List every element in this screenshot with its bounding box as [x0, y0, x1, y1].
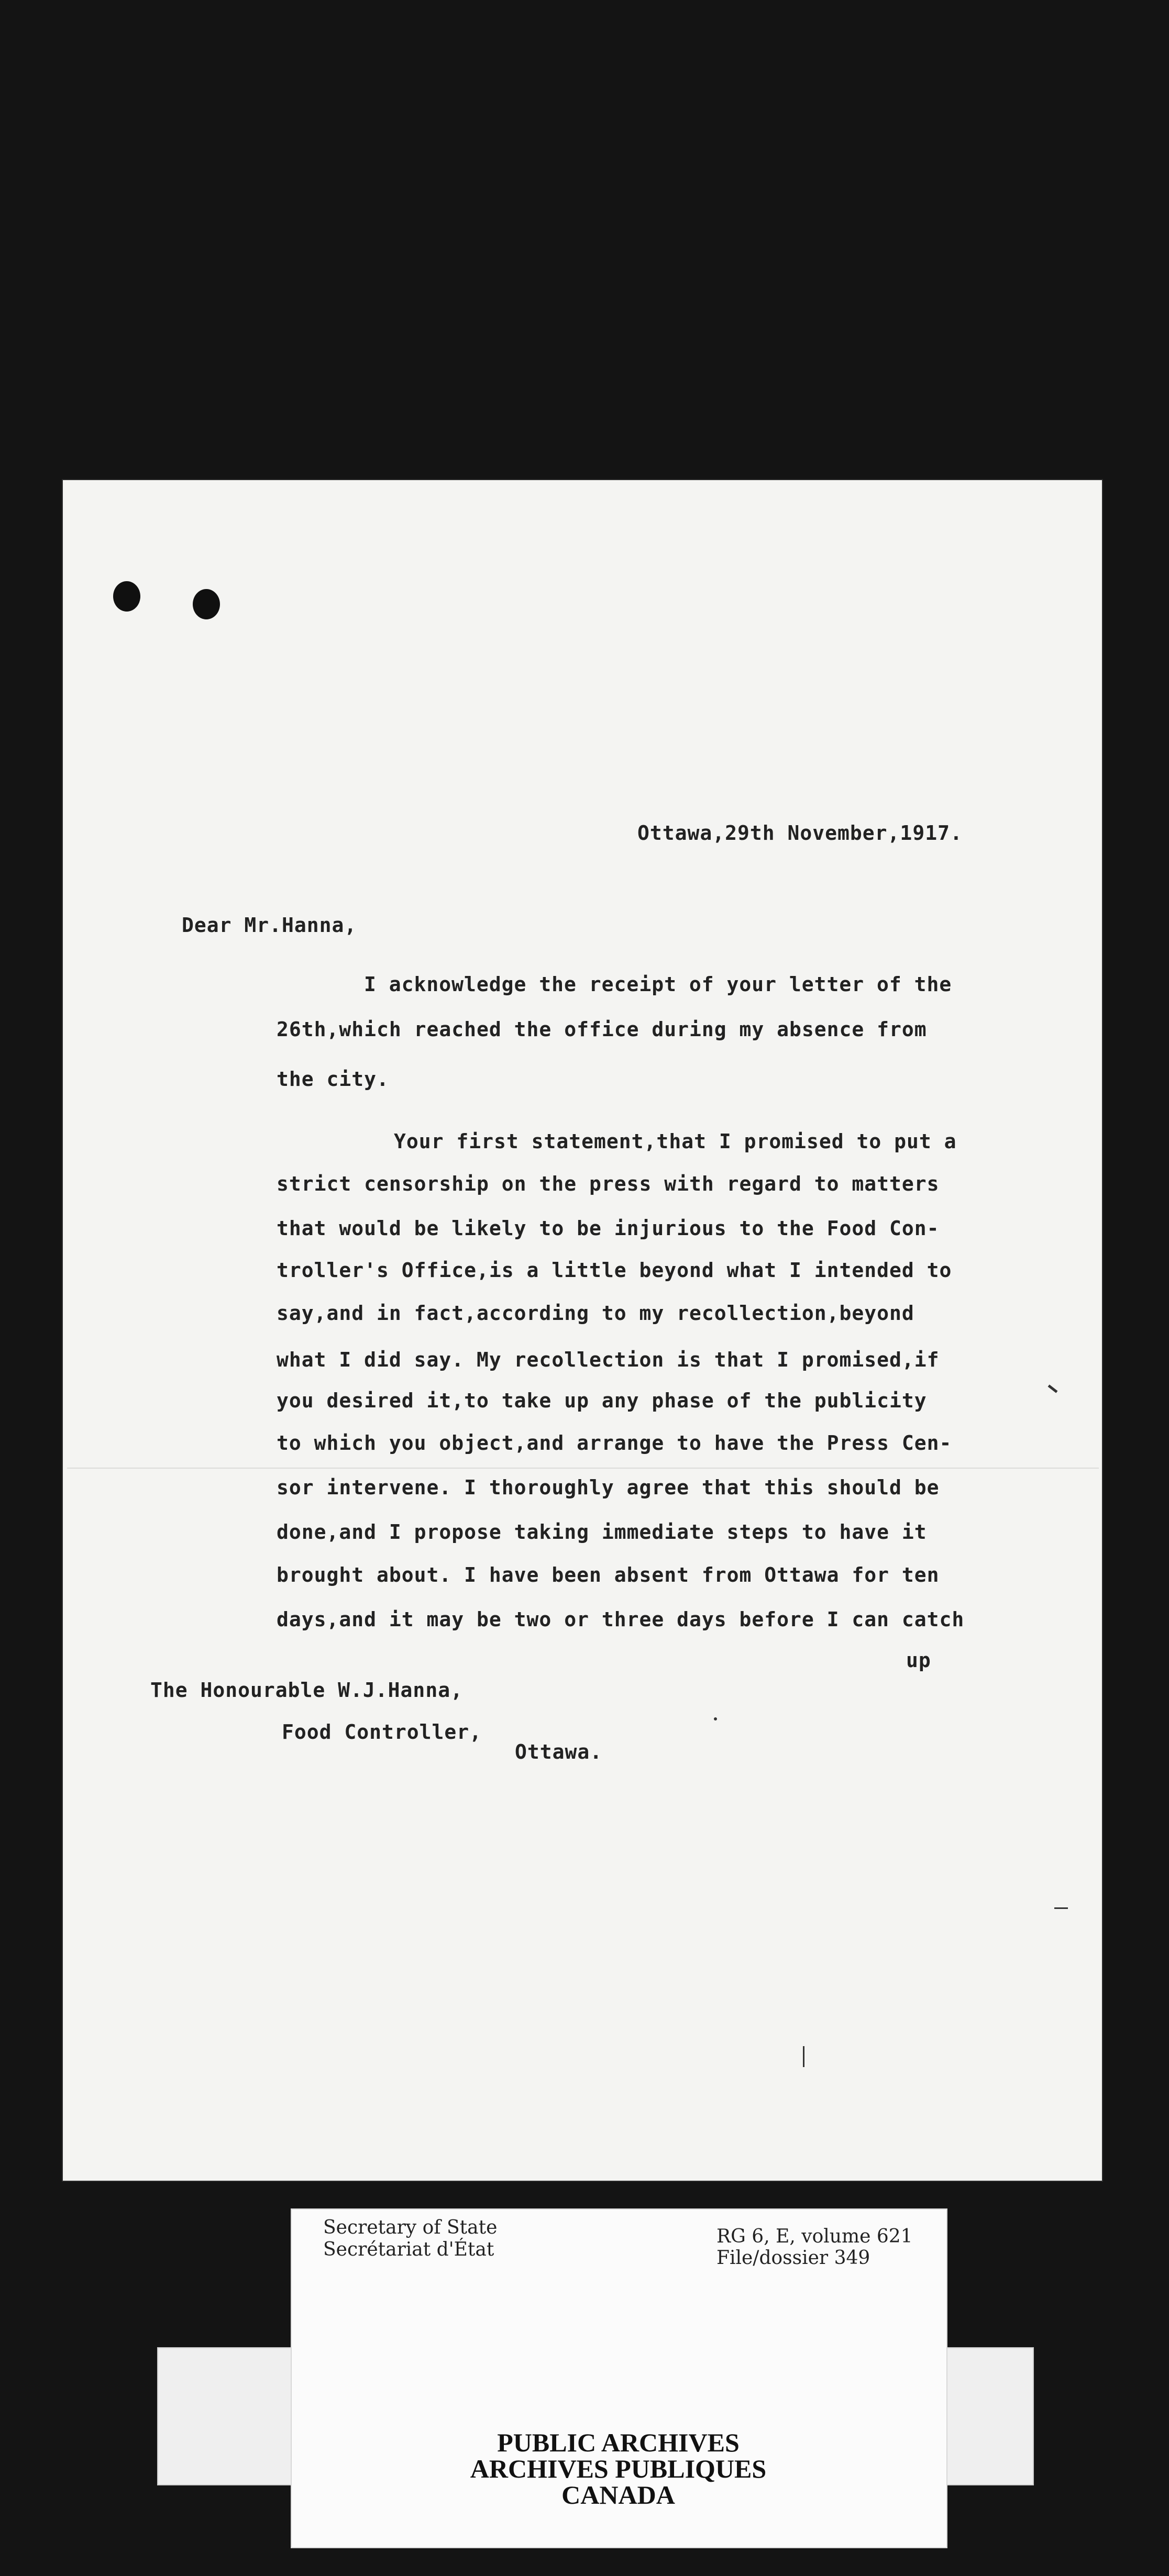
stamp-line: CANADA: [561, 2480, 675, 2510]
paragraph-line: days,and it may be two or three days before I can catch: [277, 1608, 965, 1631]
addressee-city: Ottawa.: [515, 1740, 603, 1763]
continuation-word: up: [906, 1649, 931, 1672]
paragraph-line: what I did say. My recollection is that I promised,if: [277, 1348, 940, 1371]
stamp-line: ARCHIVES PUBLIQUES: [470, 2454, 767, 2483]
paragraph-line: say,and in fact,according to my recollection,beyond: [277, 1302, 914, 1325]
folder-tab-right: [938, 2347, 1034, 2485]
letter-date: Ottawa,29th November,1917.: [637, 821, 963, 845]
page-fold-line: [67, 1468, 1099, 1469]
punch-hole: [193, 589, 220, 619]
paragraph-line: I acknowledge the receipt of your letter of the: [364, 973, 952, 996]
paragraph-line: the city.: [277, 1068, 389, 1091]
letter-page: [62, 479, 1103, 2182]
folder-tab-left: [157, 2347, 298, 2485]
paragraph-line: done,and I propose taking immediate steps to have it: [277, 1520, 927, 1544]
scan-speck: [803, 2046, 804, 2067]
paragraph-line: that would be likely to be injurious to the Food Con-: [277, 1217, 940, 1240]
paragraph-line: brought about. I have been absent from Ottawa for ten: [277, 1563, 940, 1586]
addressee-title: Food Controller,: [282, 1720, 482, 1744]
scan-speck: [1048, 1384, 1058, 1393]
archives-stamp: [292, 2429, 944, 2508]
scan-speck: [1054, 1907, 1068, 1909]
letter-salutation: Dear Mr.Hanna,: [182, 914, 357, 937]
addressee-name: The Honourable W.J.Hanna,: [150, 1679, 463, 1702]
paragraph-line: 26th,which reached the office during my absence from: [277, 1018, 927, 1041]
paragraph-line: strict censorship on the press with regard to matters: [277, 1172, 940, 1195]
paragraph-line: sor intervene. I thoroughly agree that this should be: [277, 1476, 940, 1499]
label-dept-en: Secretary of State: [323, 2217, 498, 2238]
paragraph-line: troller's Office,is a little beyond what I intended to: [277, 1259, 952, 1282]
punch-hole: [113, 581, 140, 612]
paragraph-line: Your first statement,that I promised to put a: [394, 1130, 957, 1153]
label-reference: RG 6, E, volume 621: [716, 2226, 913, 2247]
stamp-line: PUBLIC ARCHIVES: [497, 2428, 740, 2457]
label-dept-fr: Secrétariat d'État: [323, 2239, 494, 2260]
scan-speck: [714, 1717, 717, 1720]
paragraph-line: you desired it,to take up any phase of the publicity: [277, 1389, 927, 1412]
paragraph-line: to which you object,and arrange to have the Press Cen-: [277, 1431, 952, 1454]
label-file: File/dossier 349: [716, 2247, 870, 2269]
